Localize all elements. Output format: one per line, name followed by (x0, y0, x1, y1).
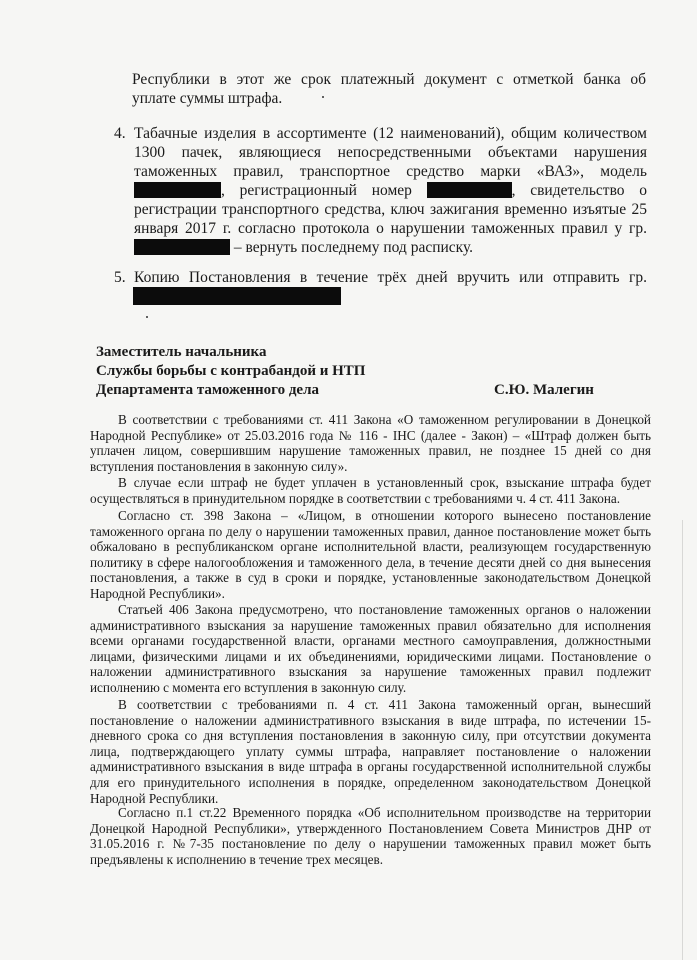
redacted-registration-number (427, 182, 512, 198)
item3-tail-line1: Республики в этот же срок платежный документ с отметкой банка об (132, 71, 646, 88)
item5-line: Копию Постановления в течение трёх дней вручить или отправить гр. (134, 269, 647, 286)
item3-tail (132, 70, 646, 108)
redacted-vehicle-model (134, 182, 221, 198)
item4-part4: – вернуть последнему под расписку. (233, 239, 474, 256)
redacted-recipient-name (133, 287, 341, 305)
note-3: Согласно ст. 398 Закона – «Лицом, в отношении которого вынесено постановление таможенного органа по делу о нарушении таможенных правил, данное постановление может быть обжаловано в республиканском органе исполнительной власти, реализующем государственную политику в сфере налогообложения и таможенного дела, в течение десяти дней со дня вынесения постановления, а также в суд в сроки и порядке, установленные законодательством Донецкой Народной Республики». (90, 508, 651, 601)
note-1: В соответствии с требованиями ст. 411 Закона «О таможенном регулировании в Донецкой Народной Республике» от 25.03.2016 года № 116 - IНС (далее - Закон) – «Штраф должен быть уплачен лицом, совершившим нарушение таможенных правил, не позднее 15 дней со дня вступления постановления в законную силу». (90, 412, 651, 474)
item4-text (134, 124, 647, 257)
note-4: Статьей 406 Закона предусмотрено, что постановление таможенных органов о наложении административного взыскания за нарушение таможенных правил обязательно для исполнения всеми органами государственной власти, органами местного самоуправления, должностными лицами, физическими лицами и их объединениями, юридическими лицами. Постановление о наложении административного взыскания за нарушение таможенных правил подлежит исполнению с момента его вступления в законную силу. (90, 602, 651, 695)
item4-part3: , свидетельство о регистрации транспортного средства, ключ зажигания временно изъятые 25 января 2017 г. согласно протокола о нарушении таможенных правил у гр. (134, 182, 647, 237)
item4-part2: , регистрационный номер (221, 182, 412, 199)
item5-number: 5. (114, 269, 126, 286)
item4-number: 4. (114, 125, 126, 142)
item4-part1: Табачные изделия в ассортименте (12 наименований), общим количеством 1300 пачек, являющиеся непосредственными объектами нарушения таможенных правил, транспортное средство марки «ВАЗ», модель (134, 125, 647, 180)
speck-mark (146, 316, 148, 318)
note-5: В соответствии с требованиями п. 4 ст. 411 Закона таможенный орган, вынесший постановление о наложении административного взыскания в виде штрафа, по истечении 15-дневного срока со дня вступления постановления в законную силу, при отсутствии документа лица, подтверждающего уплату суммы штрафа, направляет постановление о наложении административного взыскания в виде штрафа в органы государственной исполнительной службы для его принудительного исполнения в порядке, определенном законодательством Донецкой Народной Республики. (90, 697, 651, 806)
item5-text (134, 268, 647, 287)
note-6: Согласно п.1 ст.22 Временного порядка «Об исполнительном производстве на территории Донецкой Народной Республики», утвержденного Постановлением Совета Министров ДНР от 31.05.2016 г. №7-35 постановление по делу о нарушении таможенных правил может быть предъявлены к исполнению в течение трех месяцев. (90, 805, 651, 867)
signature-name: С.Ю. Малегин (494, 382, 594, 398)
signature-title-line1: Заместитель начальника (96, 344, 267, 360)
speck-mark (322, 96, 324, 98)
signature-title-line2: Службы борьбы с контрабандой и НТП (96, 363, 366, 379)
redacted-person-name (134, 239, 230, 255)
scan-edge-line (682, 520, 683, 960)
note-2: В случае если штраф не будет уплачен в установленный срок, взыскание штрафа будет осуществляться в принудительном порядке в соответствии с требованиями ч. 4 ст. 411 Закона. (90, 475, 651, 506)
signature-title-line3: Департамента таможенного дела (96, 382, 319, 398)
item3-tail-line2: уплате суммы штрафа. (132, 90, 283, 107)
